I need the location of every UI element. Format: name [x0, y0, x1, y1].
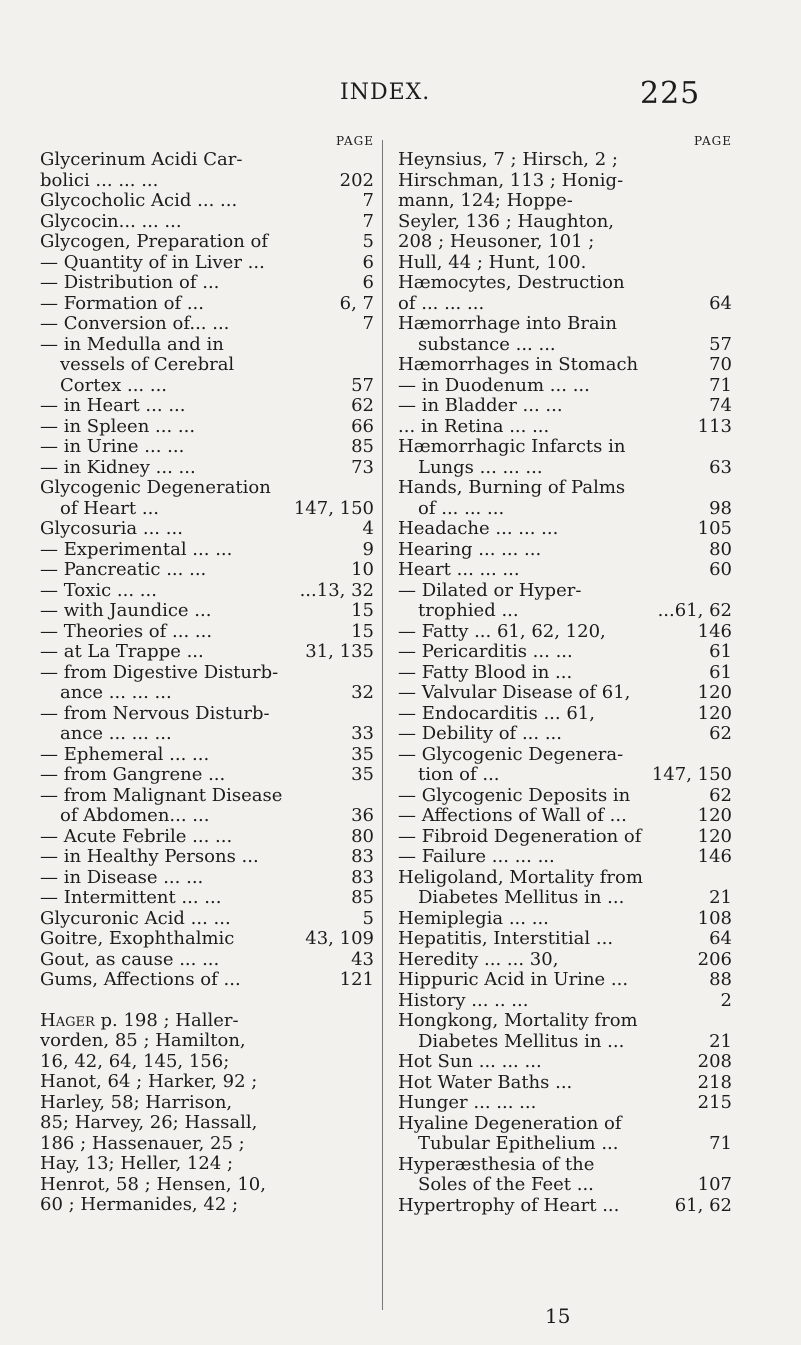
entry-page-ref: 80	[709, 538, 732, 560]
entry-text: of Heart ...	[60, 497, 160, 519]
index-entry	[40, 294, 374, 315]
entry-text: — from Nervous Disturb-	[40, 702, 270, 724]
index-entry	[398, 888, 732, 909]
index-entry	[398, 806, 732, 827]
entry-page-ref: 147, 150	[651, 764, 732, 785]
index-entry	[398, 663, 732, 684]
index-entry	[398, 519, 732, 540]
line-text: vorden, 85 ; Hamilton,	[40, 1030, 246, 1051]
entry-page-ref: 120	[697, 825, 732, 847]
page-number: 225	[640, 76, 701, 111]
entry-text: Gums, Affections of ...	[40, 969, 241, 990]
index-entry	[40, 314, 374, 335]
entry-page-ref: 120	[697, 702, 732, 724]
entry-page-ref: 32	[351, 682, 374, 703]
entry-text: Hirschman, 113 ; Honig-	[398, 169, 624, 191]
entry-text: — Failure ... ... ...	[398, 846, 555, 867]
entry-page-ref: 71	[709, 374, 732, 396]
line-text: Harley, 58; Harrison,	[40, 1091, 233, 1113]
index-entry	[398, 765, 732, 786]
entry-page-ref: 113	[697, 415, 732, 437]
entry-text: — Glycogenic Deposits in	[398, 784, 631, 806]
entry-page-ref: 108	[697, 907, 732, 929]
entry-page-ref: 70	[709, 354, 732, 375]
index-entry	[40, 355, 374, 376]
entry-text: Diabetes Mellitus in ...	[418, 1030, 625, 1052]
index-entry	[398, 171, 732, 192]
entry-text: — Acute Febrile ... ...	[40, 825, 233, 847]
index-entry	[40, 929, 374, 950]
entry-page-ref: 60	[709, 559, 732, 580]
line-text: Henrot, 58 ; Hensen, 10,	[40, 1173, 266, 1195]
entry-page-ref: 64	[709, 928, 732, 949]
index-entry	[398, 458, 732, 479]
index-entry	[398, 786, 732, 807]
entry-text: — in Heart ... ...	[40, 395, 186, 416]
entry-text: of ... ... ...	[418, 497, 505, 519]
entry-page-ref: 105	[697, 518, 732, 539]
section-lead-rest: p. 198 ; Haller-	[94, 1009, 239, 1031]
entry-text: Soles of the Feet ...	[418, 1174, 594, 1195]
index-entry	[40, 847, 374, 868]
entry-text: — in Bladder ... ...	[398, 395, 563, 416]
index-entry	[40, 970, 374, 991]
index-entry	[40, 253, 374, 274]
entry-page-ref: 85	[351, 436, 374, 457]
entry-page-ref: 120	[697, 682, 732, 703]
entry-page-ref: 36	[351, 805, 374, 826]
index-entry	[40, 642, 374, 663]
index-entry	[40, 704, 374, 725]
entry-text: — Fatty Blood in ...	[398, 661, 573, 683]
index-entry	[398, 1114, 732, 1135]
index-entry	[398, 745, 732, 766]
index-entry	[398, 376, 732, 397]
entry-text: Goitre, Exophthalmic	[40, 928, 235, 949]
entry-page-ref: 63	[709, 456, 732, 478]
entry-text: Hypertrophy of Heart ...	[398, 1194, 620, 1216]
entry-text: Glycerinum Acidi Car-	[40, 149, 243, 170]
left-column	[40, 132, 374, 1216]
index-entry	[40, 724, 374, 745]
entry-page-ref: 9	[362, 538, 374, 560]
index-entry	[398, 970, 732, 991]
entry-text: Hyperæsthesia of the	[398, 1153, 595, 1175]
index-entry	[398, 929, 732, 950]
index-entry	[398, 642, 732, 663]
entry-text: — with Jaundice ...	[40, 600, 212, 621]
index-entry	[398, 1032, 732, 1053]
entry-text: Tubular Epithelium ...	[418, 1133, 619, 1154]
index-entry	[398, 724, 732, 745]
entry-page-ref: 206	[697, 948, 732, 970]
line-text: 85; Harvey, 26; Hassall,	[40, 1112, 258, 1133]
entry-text: Hot Water Baths ...	[398, 1071, 573, 1093]
column-divider	[382, 140, 383, 1310]
index-line	[40, 1093, 374, 1114]
index-entry	[40, 950, 374, 971]
entry-text: — Toxic ... ...	[40, 579, 157, 601]
entry-text: — Valvular Disease of 61,	[398, 682, 631, 703]
index-entry	[398, 601, 732, 622]
index-entry	[398, 909, 732, 930]
entry-text: Hæmocytes, Destruction	[398, 272, 625, 293]
entry-text: — Endocarditis ... 61,	[398, 702, 595, 724]
entry-text: Hæmorrhage into Brain	[398, 313, 618, 334]
entry-text: Gout, as cause ... ...	[40, 948, 220, 970]
entry-text: Glycogen, Preparation of	[40, 231, 269, 252]
index-entry	[398, 1155, 732, 1176]
index-entry	[398, 478, 732, 499]
index-entry	[398, 396, 732, 417]
entry-page-ref: 33	[351, 723, 374, 744]
index-entry	[398, 847, 732, 868]
entry-text: — in Spleen ... ...	[40, 415, 196, 437]
index-entry	[40, 745, 374, 766]
index-entry	[40, 827, 374, 848]
index-entry	[40, 581, 374, 602]
index-entry	[40, 499, 374, 520]
entry-page-ref: 98	[709, 497, 732, 519]
entry-text: 208 ; Heusoner, 101 ;	[398, 231, 595, 252]
entry-page-ref: 43, 109	[305, 928, 374, 949]
entry-page-ref: 6	[362, 251, 374, 273]
entry-text: Hæmorrhages in Stomach	[398, 354, 639, 375]
right-entries	[398, 150, 732, 1216]
entry-text: — Intermittent ... ...	[40, 887, 222, 908]
entry-page-ref: 7	[362, 313, 374, 334]
entry-page-ref: 215	[697, 1092, 732, 1113]
entry-text: ance ... ... ...	[60, 682, 172, 703]
index-entry	[40, 868, 374, 889]
entry-page-ref: 208	[697, 1051, 732, 1072]
entry-text: Glycogenic Degeneration	[40, 477, 271, 498]
entry-page-ref: 62	[709, 784, 732, 806]
entry-page-ref: 202	[339, 169, 374, 191]
index-entry	[398, 581, 732, 602]
entry-text: Hyaline Degeneration of	[398, 1112, 622, 1134]
index-entry	[40, 519, 374, 540]
index-entry	[398, 560, 732, 581]
entry-text: — in Kidney ... ...	[40, 456, 196, 478]
entry-text: — in Duodenum ... ...	[398, 374, 590, 396]
entry-text: tion of ...	[418, 764, 500, 785]
entry-text: — Pericarditis ... ...	[398, 641, 573, 662]
index-entry	[398, 950, 732, 971]
index-entry	[398, 540, 732, 561]
index-entry	[398, 314, 732, 335]
entry-text: Lungs ... ... ...	[418, 456, 543, 478]
entry-text: trophied ...	[418, 600, 519, 621]
entry-text: — Ephemeral ... ...	[40, 743, 210, 765]
entry-page-ref: 7	[362, 190, 374, 211]
index-entry	[398, 1073, 732, 1094]
entry-text: Glycocin... ... ...	[40, 210, 182, 232]
entry-text: mann, 124; Hoppe-	[398, 190, 573, 211]
entry-text: Hot Sun ... ... ...	[398, 1051, 542, 1072]
entry-page-ref: 85	[351, 887, 374, 908]
entry-page-ref: 218	[697, 1071, 732, 1093]
entry-text: — at La Trappe ...	[40, 641, 204, 662]
entry-text: — Fibroid Degeneration of	[398, 825, 642, 847]
index-entry	[398, 335, 732, 356]
index-entry	[398, 1011, 732, 1032]
index-entry	[398, 827, 732, 848]
line-text: 16, 42, 64, 145, 156;	[40, 1050, 230, 1072]
index-line	[40, 1154, 374, 1175]
index-entry	[40, 765, 374, 786]
entry-text: of ... ... ...	[398, 292, 485, 314]
section-lead-word: Hager	[40, 1009, 95, 1031]
entry-text: — from Digestive Disturb-	[40, 661, 279, 683]
entry-text: — from Gangrene ...	[40, 764, 226, 785]
entry-page-ref: 61, 62	[674, 1194, 732, 1216]
index-entry	[40, 560, 374, 581]
index-entry	[398, 704, 732, 725]
entry-text: — from Malignant Disease	[40, 784, 283, 806]
entry-text: — Fatty ... 61, 62, 120,	[398, 620, 606, 642]
entry-text: Headache ... ... ...	[398, 518, 559, 539]
entry-page-ref: 88	[709, 969, 732, 990]
index-entry	[398, 499, 732, 520]
index-entry	[40, 540, 374, 561]
index-line	[40, 1113, 374, 1134]
index-entry	[40, 150, 374, 171]
entry-text: — Glycogenic Degenera-	[398, 743, 624, 765]
index-line	[40, 1031, 374, 1052]
page-column-label: PAGE	[694, 134, 732, 148]
page-column-label: PAGE	[336, 134, 374, 148]
index-entry	[398, 868, 732, 889]
entry-text: History ... .. ...	[398, 989, 529, 1011]
entry-page-ref: 61	[709, 641, 732, 662]
right-column	[398, 132, 732, 1216]
index-entry	[398, 150, 732, 171]
entry-page-ref: ...61, 62	[657, 600, 732, 621]
index-entry	[40, 376, 374, 397]
entry-page-ref: 146	[697, 846, 732, 867]
entry-page-ref: 6, 7	[339, 292, 374, 314]
line-text: 186 ; Hassenauer, 25 ;	[40, 1132, 245, 1154]
page-title: INDEX.	[340, 80, 431, 105]
index-entry	[398, 417, 732, 438]
entry-text: Heligoland, Mortality from	[398, 866, 643, 888]
entry-page-ref: 57	[709, 333, 732, 355]
index-entry	[40, 683, 374, 704]
entry-page-ref: 71	[709, 1133, 732, 1154]
entry-text: Glycuronic Acid ... ...	[40, 907, 231, 929]
index-entry	[398, 991, 732, 1012]
index-entry	[40, 806, 374, 827]
entry-text: Hearing ... ... ...	[398, 538, 542, 560]
entry-page-ref: 66	[351, 415, 374, 437]
entry-page-ref: 57	[351, 374, 374, 396]
index-entry	[40, 909, 374, 930]
line-text: 60 ; Hermanides, 42 ;	[40, 1194, 239, 1215]
line-text: Hanot, 64 ; Harker, 92 ;	[40, 1071, 258, 1092]
signature-mark: 15	[545, 1304, 571, 1328]
entry-page-ref: 73	[351, 456, 374, 478]
entry-text: — Conversion of... ...	[40, 313, 230, 334]
entry-text: Hands, Burning of Palms	[398, 477, 626, 498]
entry-page-ref: 21	[709, 1030, 732, 1052]
index-entry	[398, 1093, 732, 1114]
entry-page-ref: 4	[362, 518, 374, 539]
entry-page-ref: 120	[697, 805, 732, 826]
index-entry	[398, 212, 732, 233]
index-entry	[398, 191, 732, 212]
entry-text: — Dilated or Hyper-	[398, 579, 582, 601]
index-entry	[398, 622, 732, 643]
entry-text: Seyler, 136 ; Haughton,	[398, 210, 615, 232]
entry-page-ref: ...13, 32	[299, 579, 374, 601]
entry-page-ref: 5	[362, 231, 374, 252]
index-line	[40, 1011, 374, 1032]
entry-text: Hemiplegia ... ...	[398, 907, 549, 929]
entry-text: Heredity ... ... 30,	[398, 948, 559, 970]
index-entry	[40, 601, 374, 622]
entry-text: bolici ... ... ...	[40, 169, 159, 191]
index-line	[40, 1175, 374, 1196]
entry-text: Hæmorrhagic Infarcts in	[398, 436, 626, 457]
entry-page-ref: 83	[351, 866, 374, 888]
entry-page-ref: 5	[362, 907, 374, 929]
index-entry	[398, 273, 732, 294]
index-entry	[398, 294, 732, 315]
index-entry	[40, 273, 374, 294]
line-text: Hay, 13; Heller, 124 ;	[40, 1153, 234, 1174]
entry-text: Glycosuria ... ...	[40, 518, 183, 539]
entry-text: — in Healthy Persons ...	[40, 846, 259, 867]
index-entry	[398, 232, 732, 253]
entry-page-ref: 43	[351, 948, 374, 970]
index-entry	[40, 212, 374, 233]
index-entry	[40, 458, 374, 479]
entry-page-ref: 10	[351, 559, 374, 580]
entry-text: — Quantity of in Liver ...	[40, 251, 265, 273]
entry-page-ref: 62	[351, 395, 374, 416]
entry-page-ref: 7	[362, 210, 374, 232]
index-entry	[40, 417, 374, 438]
entry-page-ref: 80	[351, 825, 374, 847]
entry-page-ref: 121	[339, 969, 374, 990]
entry-page-ref: 31, 135	[305, 641, 374, 662]
entry-text: substance ... ...	[418, 333, 556, 355]
index-line	[40, 1134, 374, 1155]
index-entry	[40, 437, 374, 458]
index-line	[40, 1052, 374, 1073]
entry-page-ref: 61	[709, 661, 732, 683]
entry-page-ref: 147, 150	[293, 497, 374, 519]
entry-text: Hippuric Acid in Urine ...	[398, 969, 629, 990]
entry-page-ref: 35	[351, 743, 374, 765]
entry-text: Diabetes Mellitus in ...	[418, 887, 625, 908]
entry-text: ance ... ... ...	[60, 723, 172, 744]
entry-text: — Pancreatic ... ...	[40, 559, 207, 580]
entry-text: — Distribution of ...	[40, 272, 220, 293]
index-entry	[40, 888, 374, 909]
entry-text: — Formation of ...	[40, 292, 204, 314]
entry-text: Heart ... ... ...	[398, 559, 520, 580]
entry-page-ref: 146	[697, 620, 732, 642]
entry-text: Hunger ... ... ...	[398, 1092, 537, 1113]
entry-text: Hongkong, Mortality from	[398, 1010, 638, 1031]
index-entry	[398, 253, 732, 274]
entry-page-ref: 21	[709, 887, 732, 908]
index-entry	[398, 1196, 732, 1217]
index-entry	[40, 335, 374, 356]
entry-page-ref: 107	[697, 1174, 732, 1195]
entry-text: ... in Retina ... ...	[398, 415, 550, 437]
entry-text: — in Disease ... ...	[40, 866, 204, 888]
entry-text: Heynsius, 7 ; Hirsch, 2 ;	[398, 149, 618, 170]
entry-text: of Abdomen... ...	[60, 805, 210, 826]
index-line	[40, 1072, 374, 1093]
index-entry	[398, 355, 732, 376]
entry-page-ref: 6	[362, 272, 374, 293]
index-entry	[40, 171, 374, 192]
entry-page-ref: 15	[351, 600, 374, 621]
entry-page-ref: 83	[351, 846, 374, 867]
entry-text: Hull, 44 ; Hunt, 100.	[398, 251, 587, 273]
entry-page-ref: 62	[709, 723, 732, 744]
entry-text: Glycocholic Acid ... ...	[40, 190, 238, 211]
index-line	[40, 1195, 374, 1216]
index-entry	[398, 1052, 732, 1073]
index-entry	[40, 478, 374, 499]
index-entry	[40, 191, 374, 212]
section-spacer	[40, 991, 374, 1011]
entry-page-ref: 15	[351, 620, 374, 642]
index-entry	[398, 683, 732, 704]
left-entries	[40, 150, 374, 991]
entry-text: — Affections of Wall of ...	[398, 805, 627, 826]
entry-text: Cortex ... ...	[60, 374, 168, 396]
entry-text: — Experimental ... ...	[40, 538, 233, 560]
entry-page-ref: 74	[709, 395, 732, 416]
index-entry	[398, 1175, 732, 1196]
entry-text: — Theories of ... ...	[40, 620, 213, 642]
entry-page-ref: 2	[720, 989, 732, 1011]
entry-text: — in Urine ... ...	[40, 436, 185, 457]
index-entry	[40, 786, 374, 807]
entry-text: Hepatitis, Interstitial ...	[398, 928, 614, 949]
entry-page-ref: 35	[351, 764, 374, 785]
entry-text: — Debility of ... ...	[398, 723, 562, 744]
entry-text: — in Medulla and in	[40, 333, 224, 355]
index-entry	[398, 1134, 732, 1155]
h-section	[40, 1011, 374, 1216]
index-entry	[398, 437, 732, 458]
running-head	[0, 76, 801, 111]
entry-text: vessels of Cerebral	[60, 354, 235, 375]
index-entry	[40, 622, 374, 643]
entry-page-ref: 64	[709, 292, 732, 314]
index-entry	[40, 396, 374, 417]
index-entry	[40, 663, 374, 684]
index-entry	[40, 232, 374, 253]
